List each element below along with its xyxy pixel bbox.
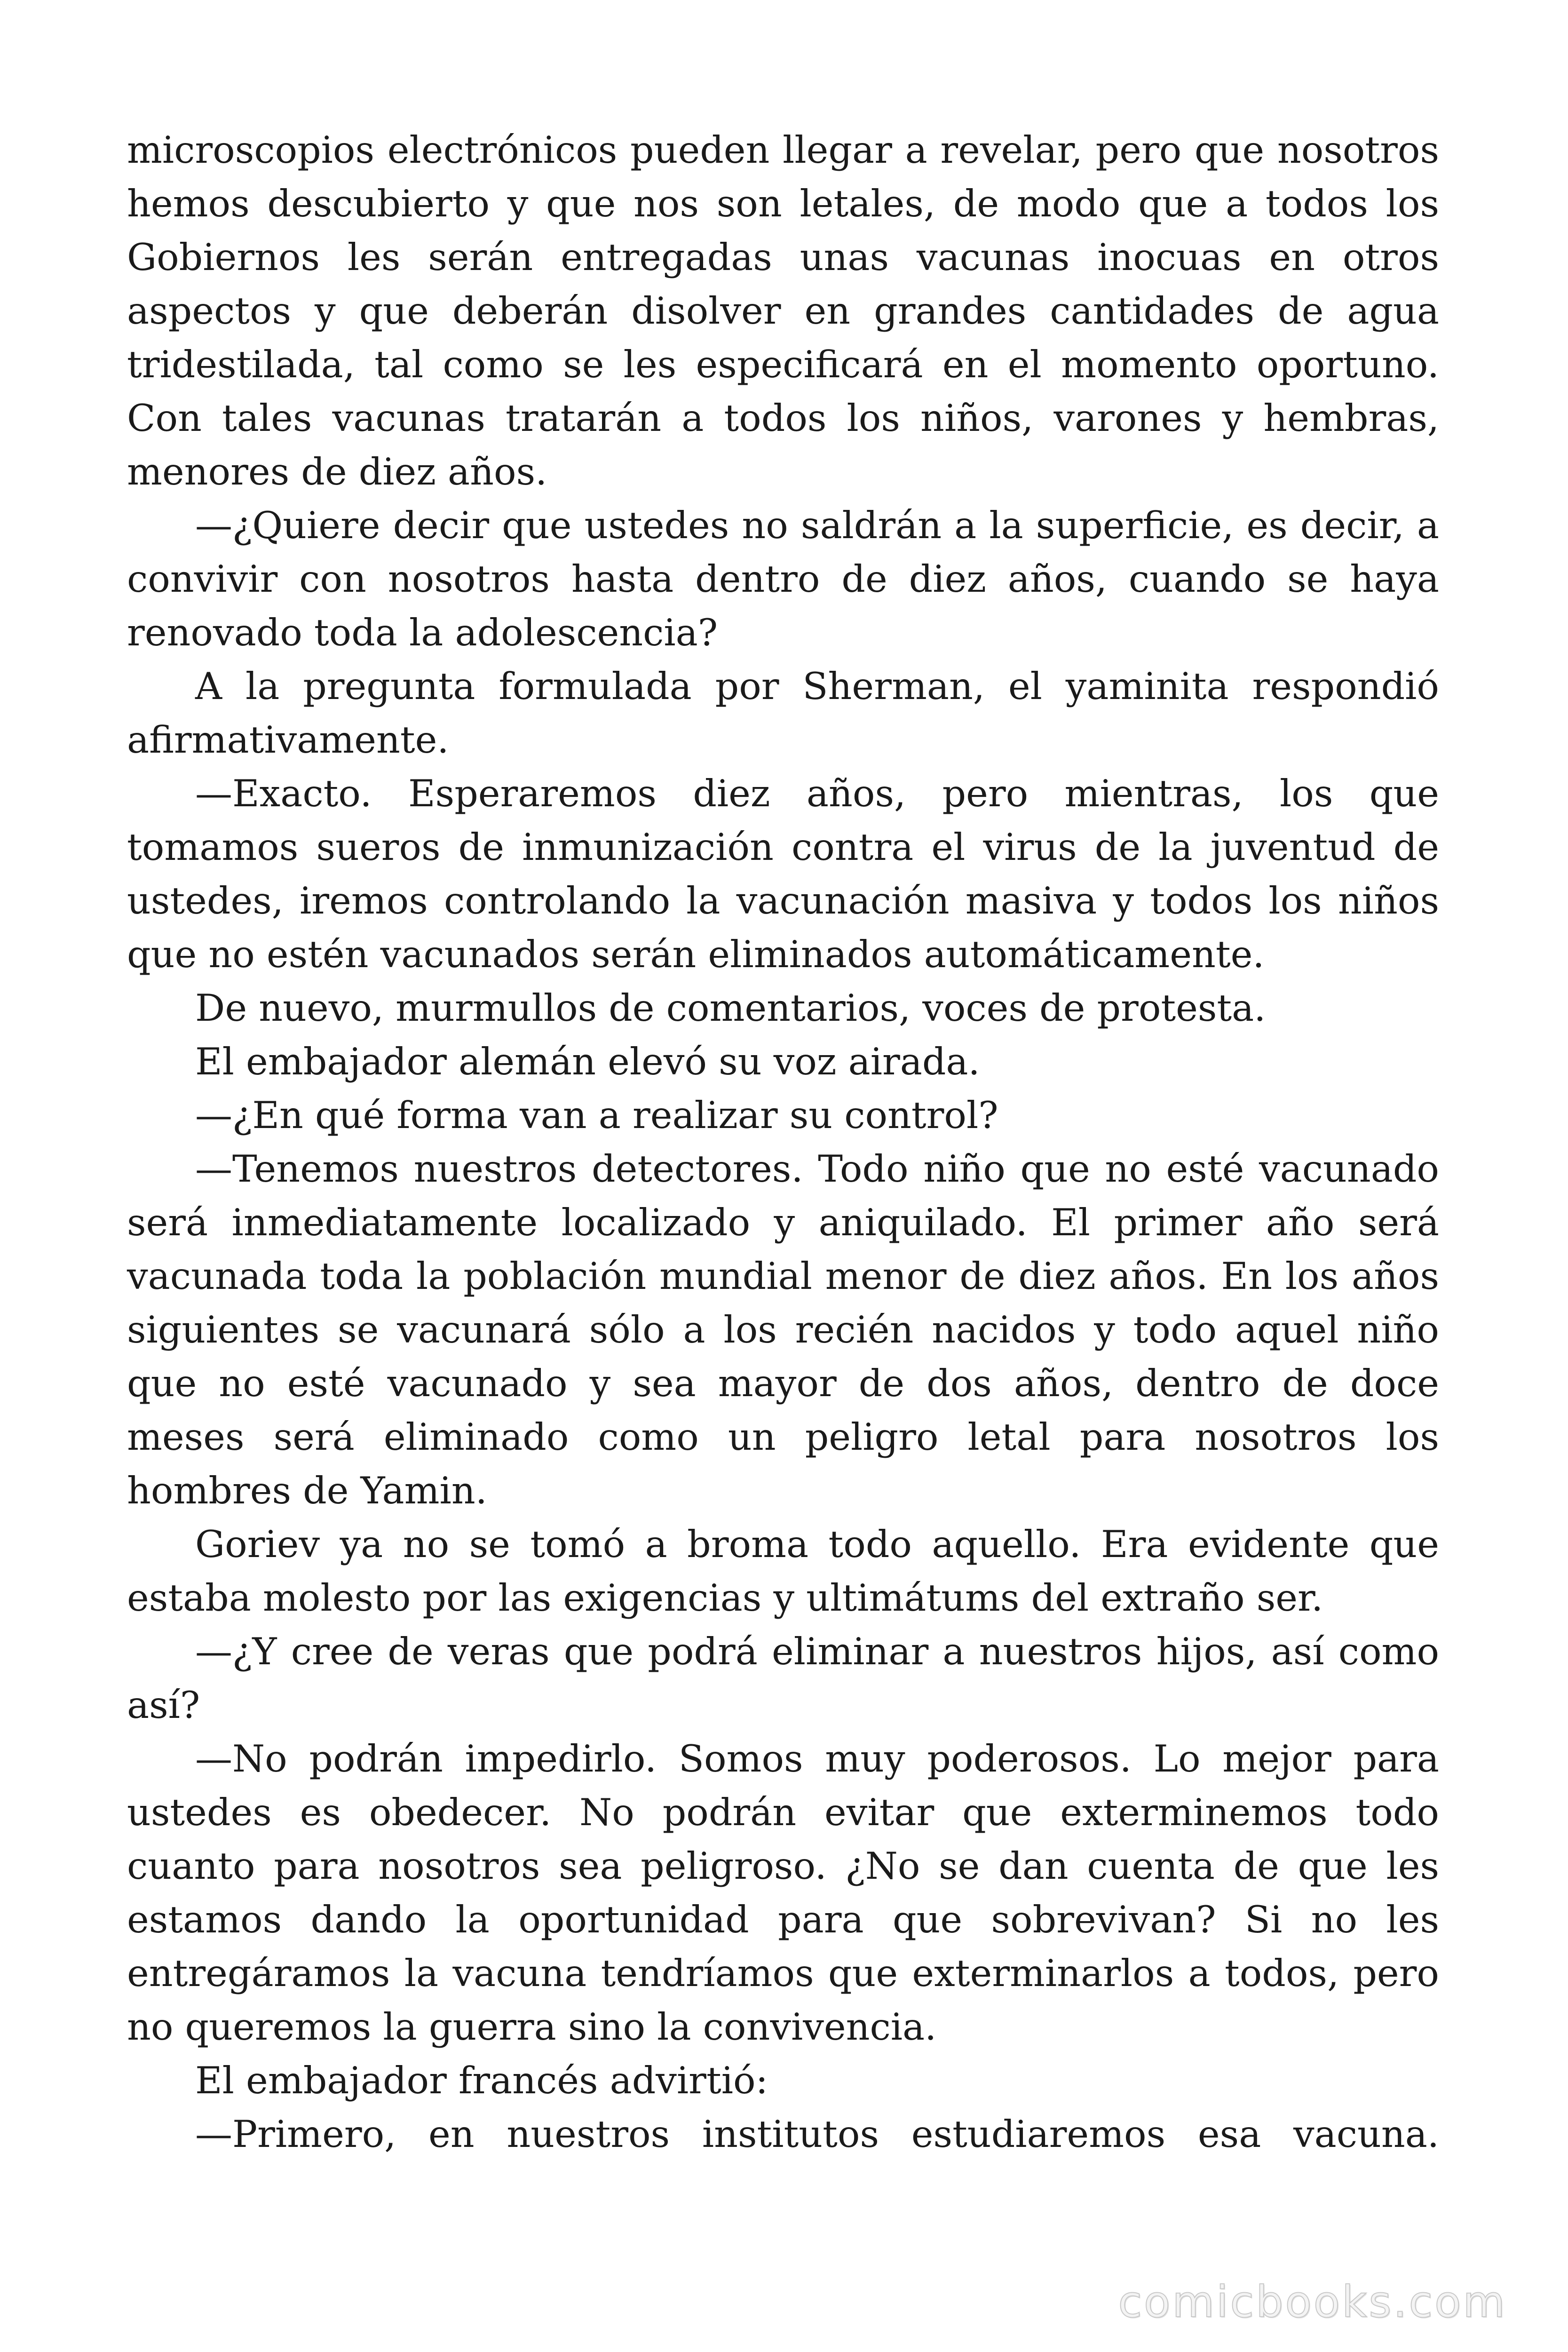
paragraph-dialogue-answer: —No podrán impedirlo. Somos muy poderosos. Lo mejor para ustedes es obedecer. No podrán evitar que exterminemos todo cuanto para nosotros sea peligroso. ¿No se dan cuenta de que les estamos dando la oportunidad para que sobrevivan? Si no les entregáramos la vacuna tendríamos que exterminarlos a todos, pero no queremos la guerra sino la convivencia. xyxy=(127,1737,1439,2049)
watermark: comicbooks.com xyxy=(1118,2277,1507,2327)
paragraph-narration: El embajador francés advirtió: xyxy=(195,2059,768,2102)
paragraph-dialogue-answer: —Tenemos nuestros detectores. Todo niño que no esté vacunado será inmediatamente localizado y aniquilado. El primer año será vacunada toda la población mundial menor de diez años. En los años siguientes se vacunará sólo a los recién nacidos y todo aquel niño que no esté vacunado y sea mayor de dos años, dentro de doce meses será eliminado como un peligro letal para nosotros los hombres de Yamin. xyxy=(127,1147,1439,1512)
paragraph-dialogue-question: —¿Y cree de veras que podrá eliminar a nuestros hijos, así como así? xyxy=(127,1630,1439,1727)
paragraph-dialogue-question: —¿Quiere decir que ustedes no saldrán a la superficie, es decir, a convivir con nosotros hasta dentro de diez años, cuando se haya renovado toda la adolescencia? xyxy=(127,504,1439,654)
paragraph-narration: A la pregunta formulada por Sherman, el yaminita respondió afirmativamente. xyxy=(127,665,1439,762)
paragraph-narration: De nuevo, murmullos de comentarios, voces de protesta. xyxy=(195,986,1266,1030)
paragraph-dialogue-question: —¿En qué forma van a realizar su control? xyxy=(195,1094,998,1137)
paragraph-narration: Goriev ya no se tomó a broma todo aquello. Era evidente que estaba molesto por las exigencias y ultimátums del extraño ser. xyxy=(127,1523,1439,1620)
paragraph-dialogue-answer: —Exacto. Esperaremos diez años, pero mientras, los que tomamos sueros de inmunización contra el virus de la juventud de ustedes, iremos controlando la vacunación masiva y todos los niños que no estén vacunados serán eliminados automáticamente. xyxy=(127,772,1439,976)
paragraph-narration: El embajador alemán elevó su voz airada. xyxy=(195,1040,980,1083)
paragraph-dialogue-cut: —Primero, en nuestros institutos estudiaremos esa vacuna. xyxy=(195,2113,1439,2156)
book-page-text xyxy=(127,123,1439,2161)
paragraph-continuation: microscopios electrónicos pueden llegar a revelar, pero que nosotros hemos descubierto y que nos son letales, de modo que a todos los Gobiernos les serán entregadas unas vacunas inocuas en otros aspectos y que deberán disolver en grandes cantidades de agua tridestilada, tal como se les especificará en el momento oportuno. Con tales vacunas tratarán a todos los niños, varones y hembras, menores de diez años. xyxy=(127,128,1439,493)
